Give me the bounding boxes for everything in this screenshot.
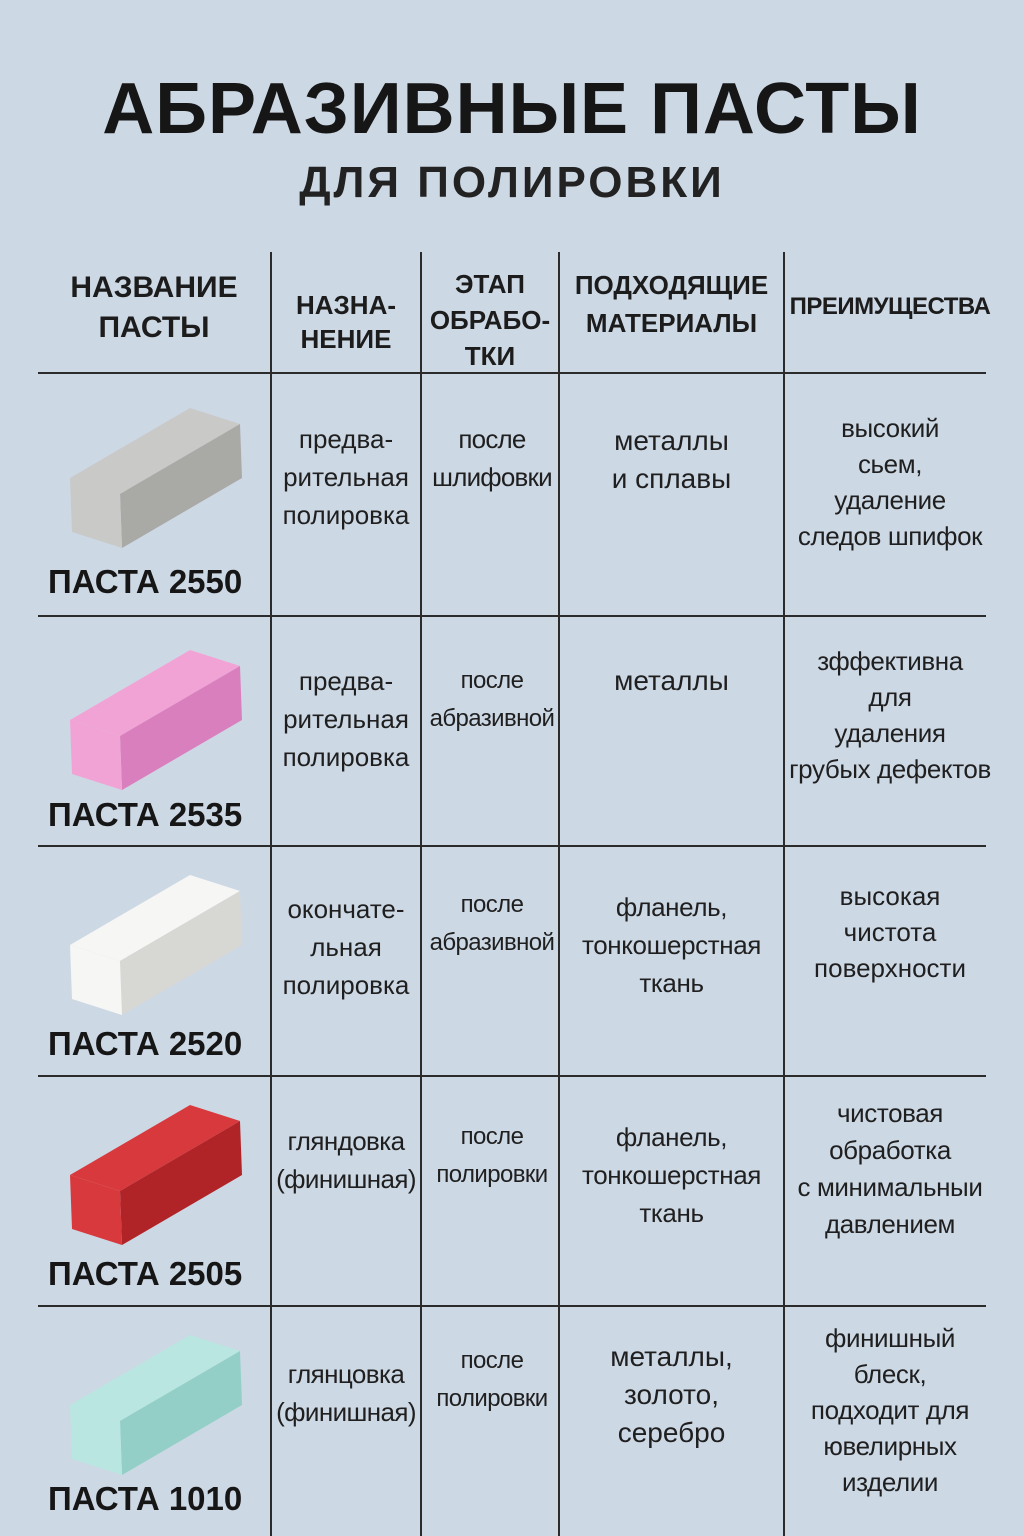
header-materials: ПОДХОДЯЩИЕ МАТЕРИАЛЫ	[574, 270, 769, 338]
purpose-cell: предва- рительная полировка	[282, 424, 410, 530]
grid-line	[38, 845, 986, 847]
stage-cell: после полировки	[436, 1347, 548, 1412]
grid-line	[38, 1305, 986, 1307]
paste-name: ПАСТА 2520	[48, 1025, 243, 1062]
advantages-cell: высокий сьем, удаление следов шпифок	[797, 413, 983, 551]
page-title: АБРАЗИВНЫЕ ПАСТЫ	[102, 69, 922, 149]
materials-cell: металлы, золото, серебро	[610, 1341, 733, 1448]
paste-bar-image	[50, 1325, 250, 1475]
purpose-cell: окончате- льная полировка	[282, 894, 410, 1000]
advantages-cell: высокая чистота поверхности	[814, 881, 966, 983]
grid-line	[38, 615, 986, 617]
paste-bar-image	[50, 1095, 250, 1245]
grid-line	[38, 1075, 986, 1077]
page-subtitle: ДЛЯ ПОЛИРОВКИ	[299, 158, 725, 207]
materials-cell: фланель, тонкошерстная ткань	[582, 1122, 761, 1228]
stage-cell: после шлифовки	[432, 424, 552, 492]
paste-name: ПАСТА 2550	[48, 563, 243, 600]
paste-bar-image	[50, 398, 250, 548]
paste-bar-image	[50, 865, 250, 1015]
paste-name: ПАСТА 1010	[48, 1480, 243, 1517]
header-advantages: ПРЕИМУЩЕСТВА	[789, 293, 991, 320]
paste-name: ПАСТА 2505	[48, 1255, 243, 1292]
materials-cell: металлы и сплавы	[611, 425, 732, 494]
advantages-cell: финишный блеск, подходит для ювелирных изделии	[810, 1323, 970, 1497]
paste-bar-image	[50, 640, 250, 790]
purpose-cell: предва- рительная полировка	[282, 666, 410, 772]
advantages-cell: зффективна для удаления грубых дефектов	[789, 646, 991, 784]
header-stage: ЭТАП ОБРАБО- ТКИ	[429, 269, 551, 371]
purpose-cell: глянцовка (финишная)	[276, 1359, 416, 1427]
stage-cell: после полировки	[436, 1123, 548, 1188]
paste-name: ПАСТА 2535	[48, 796, 243, 833]
header-name: НАЗВАНИЕ ПАСТЫ	[70, 271, 238, 344]
materials-cell: фланель, тонкошерстная ткань	[582, 892, 761, 998]
advantages-cell: чистовая обработка с минимальныи давлением	[797, 1098, 983, 1239]
stage-cell: после абразивной	[429, 667, 555, 732]
purpose-cell: гляндовка (финишная)	[276, 1126, 416, 1194]
header-purpose: НАЗНА- НЕНИЕ	[295, 290, 397, 354]
materials-cell: металлы	[614, 665, 729, 696]
grid-line	[38, 372, 986, 374]
stage-cell: после абразивной	[429, 891, 555, 956]
